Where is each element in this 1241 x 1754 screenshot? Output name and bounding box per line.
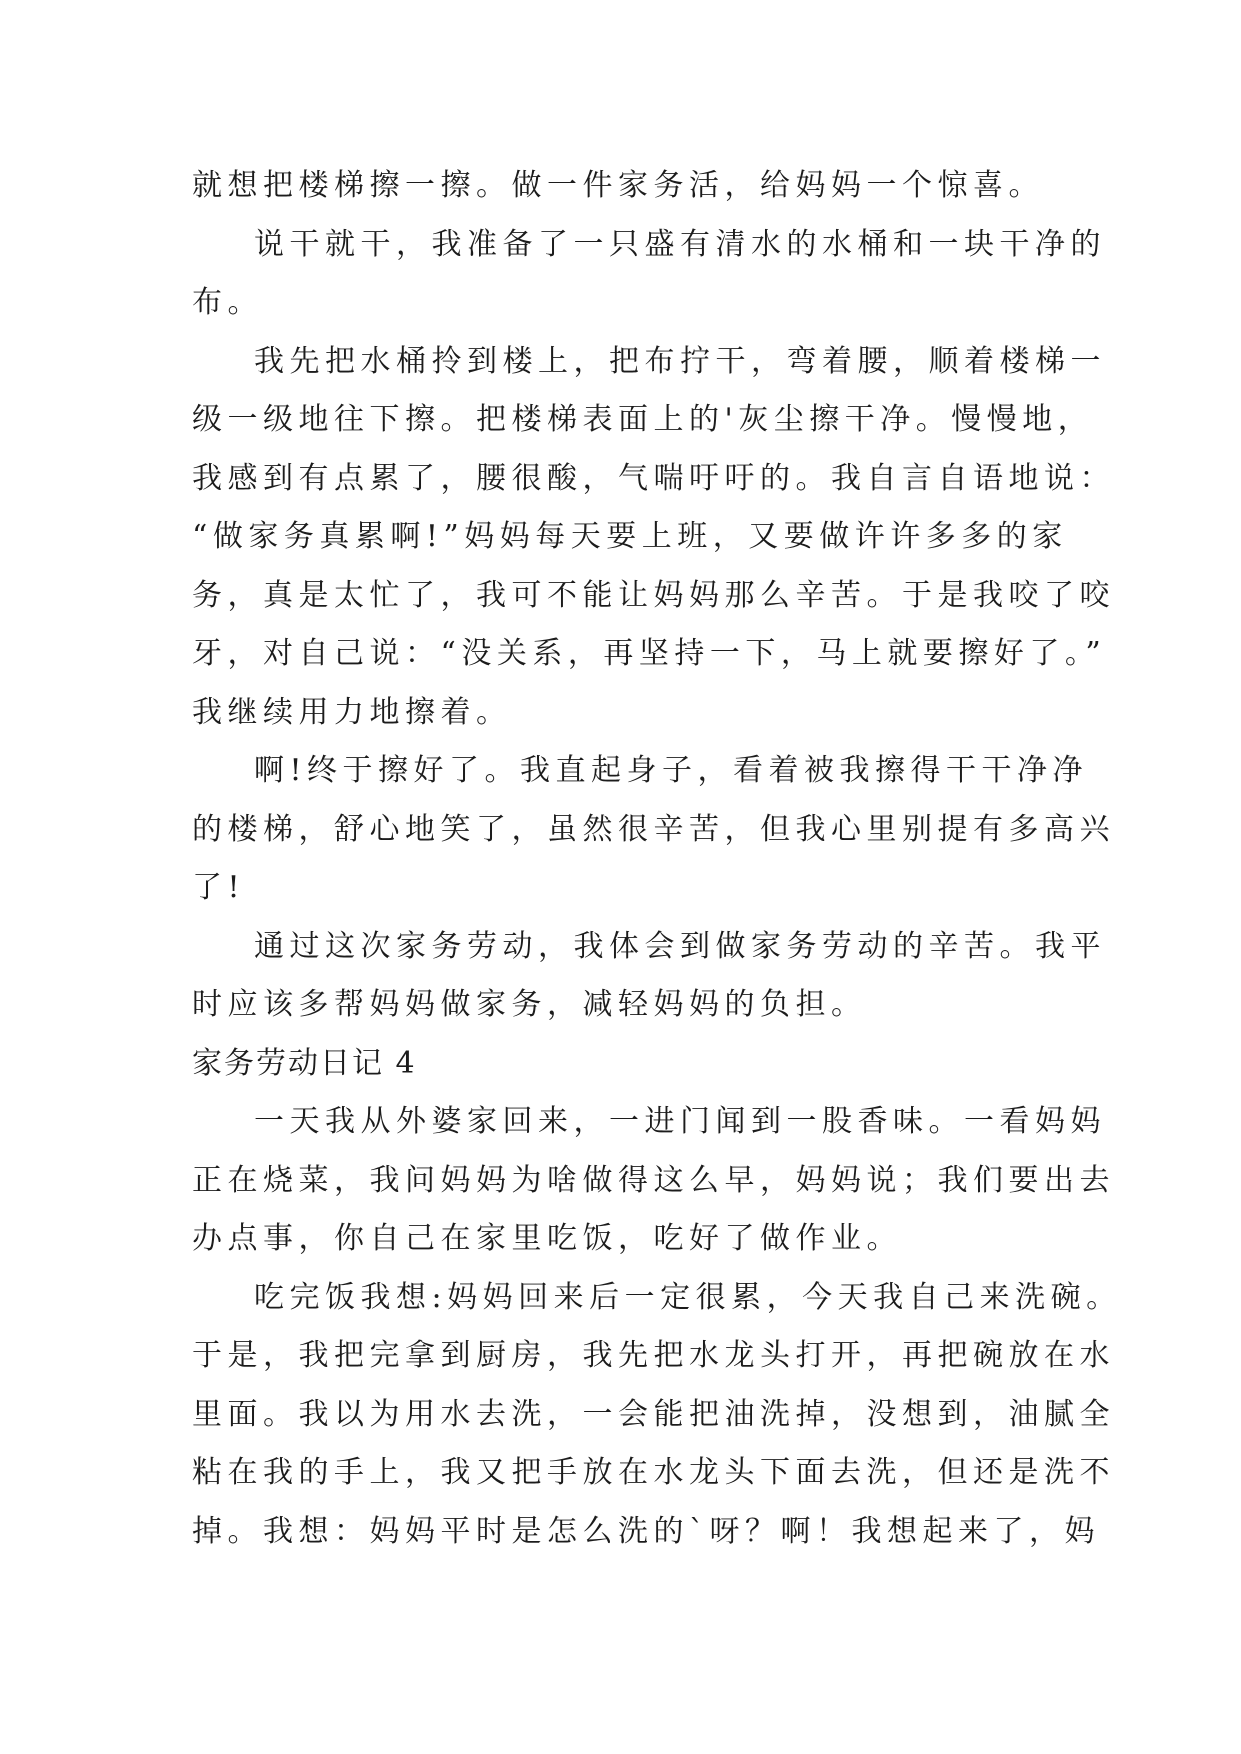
- text-line: 说干就干，我准备了一只盛有清水的水桶和一块干净的: [254, 227, 1106, 262]
- text-line: 时应该多帮妈妈做家务，减轻妈妈的负担。: [192, 987, 867, 1022]
- text-line: 吃完饭我想:妈妈回来后一定很累，今天我自己来洗碗。: [254, 1280, 1122, 1315]
- text-line: 里面。我以为用水去洗，一会能把油洗掉，没想到，油腻全: [192, 1397, 1115, 1432]
- text-line: 我感到有点累了，腰很酸，气喘吁吁的。我自言自语地说：: [192, 461, 1115, 496]
- text-line: 掉。我想：妈妈平时是怎么洗的`呀？啊！我想起来了，妈: [192, 1514, 1100, 1549]
- text-line: 正在烧菜，我问妈妈为啥做得这么早，妈妈说；我们要出去: [192, 1163, 1115, 1198]
- text-line: 务，真是太忙了，我可不能让妈妈那么辛苦。于是我咬了咬: [192, 578, 1115, 613]
- text-line: 牙，对自己说：“没关系，再坚持一下，马上就要擦好了。”: [192, 636, 1107, 671]
- text-line: 我先把水桶拎到楼上，把布拧干，弯着腰，顺着楼梯一: [254, 344, 1106, 379]
- text-line: 啊!终于擦好了。我直起身子，看着被我擦得干干净净: [254, 753, 1089, 788]
- text-line: 通过这次家务劳动，我体会到做家务劳动的辛苦。我平: [254, 929, 1106, 964]
- text-line: 布。: [192, 285, 263, 320]
- text-line: 粘在我的手上，我又把手放在水龙头下面去洗，但还是洗不: [192, 1455, 1115, 1490]
- text-line: 了!: [192, 870, 246, 905]
- text-line: 级一级地往下擦。把楼梯表面上的'灰尘擦干净。慢慢地，: [192, 402, 1094, 437]
- text-line: 办点事，你自己在家里吃饭，吃好了做作业。: [192, 1221, 902, 1256]
- text-line: 一天我从外婆家回来，一进门闻到一股香味。一看妈妈: [254, 1104, 1106, 1139]
- text-line: “做家务真累啊!”妈妈每天要上班，又要做许许多多的家: [192, 519, 1068, 554]
- text-line: 于是，我把完拿到厨房，我先把水龙头打开，再把碗放在水: [192, 1338, 1115, 1373]
- section-heading: 家务劳动日记 4: [192, 1046, 417, 1081]
- text-line: 的楼梯，舒心地笑了，虽然很辛苦，但我心里别提有多高兴: [192, 812, 1115, 847]
- text-line: 就想把楼梯擦一擦。做一件家务活，给妈妈一个惊喜。: [192, 168, 1044, 203]
- text-line: 我继续用力地擦着。: [192, 695, 512, 730]
